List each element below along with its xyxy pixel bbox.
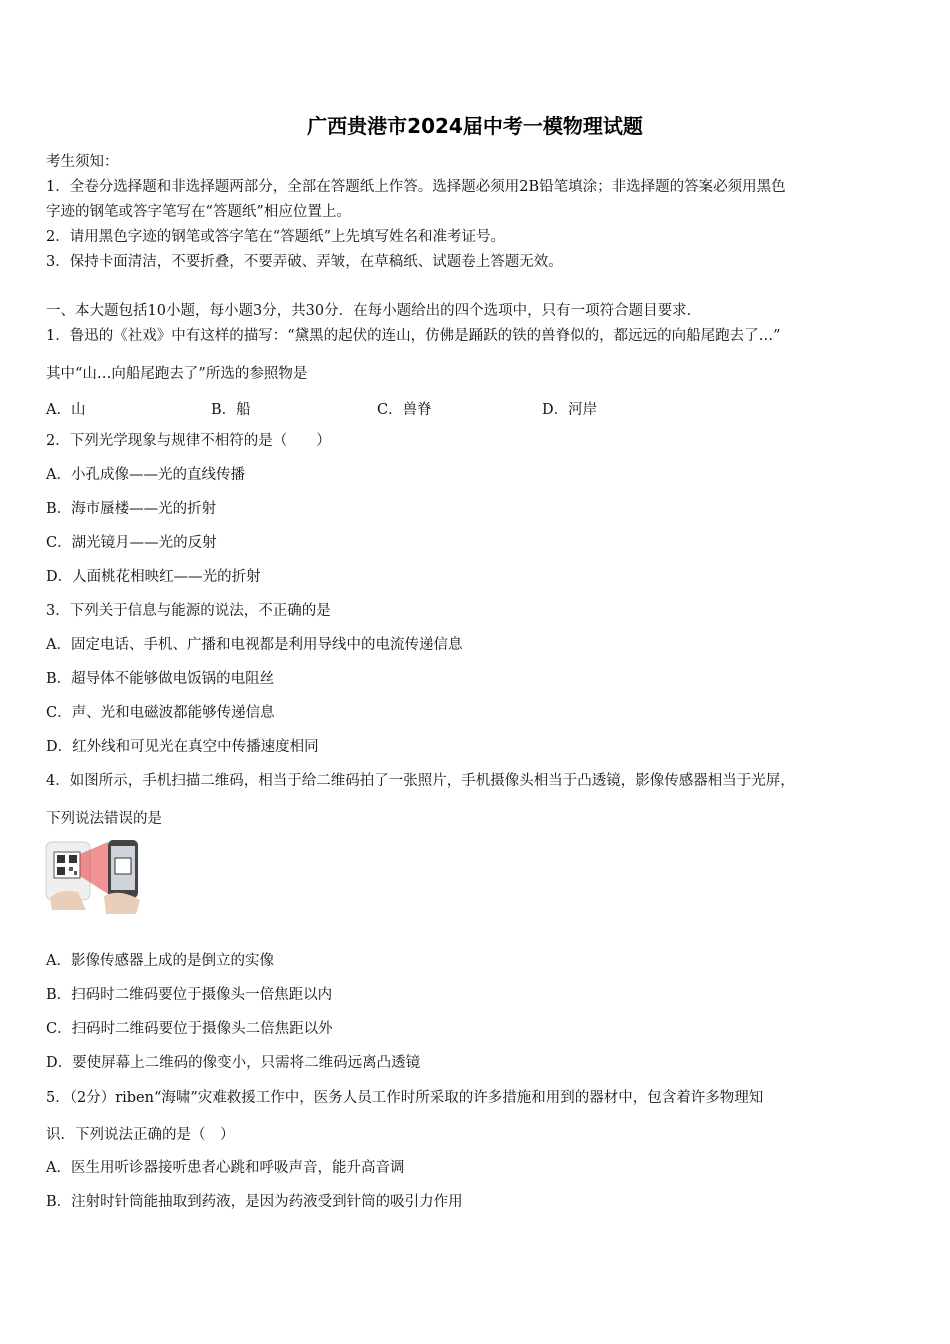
option-b: B．超导体不能够做电饭锅的电阻丝 [46,671,275,687]
question-2-stem: 2．下列光学现象与规律不相符的是（ ） [46,433,331,449]
section-heading: 一、本大题包括10小题，每小题3分，共30分．在每小题给出的四个选项中，只有一项符合题目要求． [46,303,702,319]
option-d: D．河岸 [542,402,598,418]
question-3-stem: 3．下列关于信息与能源的说法，不正确的是 [46,603,331,619]
option-b: B．船 [211,402,251,418]
option-b: B．扫码时二维码要位于摄像头一倍焦距以内 [46,987,333,1003]
notice-item: 3．保持卡面清洁，不要折叠，不要弄破、弄皱，在草稿纸、试题卷上答题无效。 [46,254,563,270]
option-a: A．影像传感器上成的是倒立的实像 [46,953,274,969]
notice-item: 1．全卷分选择题和非选择题两部分，全部在答题纸上作答。选择题必须用2B铅笔填涂；非选择题的答案必须用黑色 [46,179,786,195]
option-a: A．山 [46,402,86,418]
option-c: C．扫码时二维码要位于摄像头二倍焦距以外 [46,1021,333,1037]
option-c: C．湖光镜月——光的反射 [46,535,217,551]
question-1-stem: 1．鲁迅的《社戏》中有这样的描写：“黛黑的起伏的连山，仿佛是踊跃的铁的兽脊似的，都远远的向船尾跑去了…” [46,328,781,344]
option-b: B．注射时针筒能抽取到药液，是因为药液受到针筒的吸引力作用 [46,1194,463,1210]
question-1-stem-cont: 其中“山…向船尾跑去了”所选的参照物是 [46,366,308,382]
option-a: A．医生用听诊器接听患者心跳和呼吸声音，能升高音调 [46,1160,405,1176]
notice-item: 2．请用黑色字迹的钢笔或答字笔在“答题纸”上先填写姓名和准考证号。 [46,229,506,245]
question-5-stem: 5．（2分）riben“海啸”灾难救援工作中，医务人员工作时所采取的许多措施和用到的器材中，包含着许多物理知 [46,1090,764,1106]
option-a: A．小孔成像——光的直线传播 [46,467,245,483]
option-b: B．海市蜃楼——光的折射 [46,501,217,517]
question-5-stem-cont: 识．下列说法正确的是（ ） [46,1127,235,1143]
option-d: D．要使屏幕上二维码的像变小，只需将二维码远离凸透镜 [46,1055,421,1071]
option-d: D．红外线和可见光在真空中传播速度相同 [46,739,319,755]
qr-scan-figure [44,836,144,916]
option-d: D．人面桃花相映红——光的折射 [46,569,261,585]
question-4-stem-cont: 下列说法错误的是 [46,811,162,827]
question-4-stem: 4．如图所示，手机扫描二维码，相当于给二维码拍了一张照片，手机摄像头相当于凸透镜，影像传感器相当于光屏， [46,773,795,789]
notice-item: 字迹的钢笔或答字笔写在“答题纸”相应位置上。 [46,204,351,220]
option-c: C．声、光和电磁波都能够传递信息 [46,705,275,721]
notice-header: 考生须知： [46,154,119,170]
question-1-options [46,398,906,418]
option-a: A．固定电话、手机、广播和电视都是利用导线中的电流传递信息 [46,637,463,653]
page-title: 广西贵港市2024届中考一模物理试题 [307,114,643,138]
option-c: C．兽脊 [377,402,432,418]
